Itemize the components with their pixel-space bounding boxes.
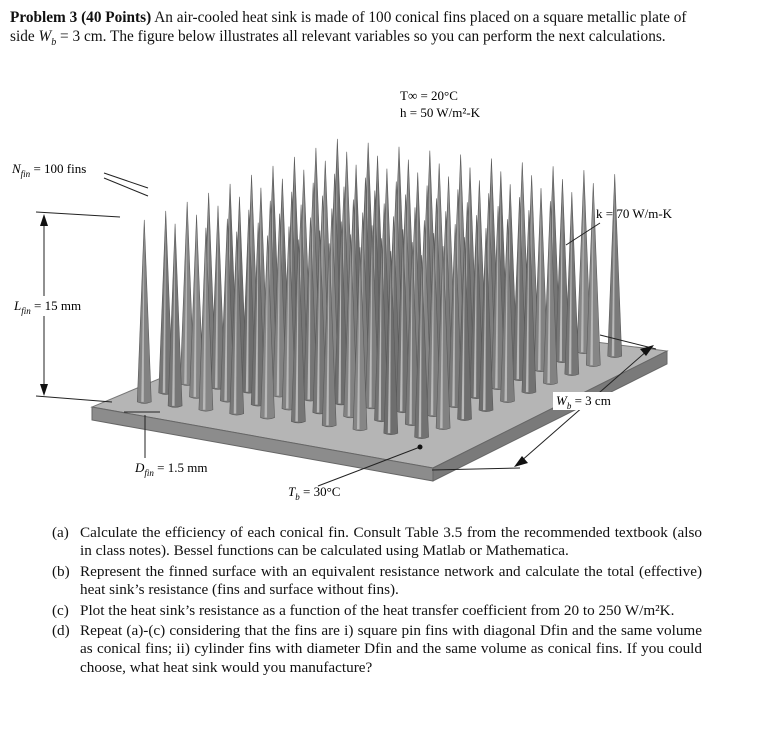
question-c — [52, 602, 702, 620]
question-b — [52, 563, 702, 600]
l-fin-ext-top — [36, 212, 120, 217]
n-fin-label — [11, 161, 86, 179]
l-fin-sub: fin — [21, 306, 31, 316]
d-fin-symbol: D — [135, 460, 145, 475]
problem-statement — [10, 8, 710, 52]
wb-fig-sub: b — [566, 401, 572, 411]
conical-fin — [168, 224, 182, 408]
n-fin-symbol: N — [12, 161, 21, 176]
conical-fin — [565, 192, 579, 376]
wb-arrow-bottom — [514, 456, 528, 467]
question-tag: (a) — [52, 524, 69, 541]
l-fin-symbol: L — [14, 298, 22, 313]
question-tag: (c) — [52, 601, 69, 619]
k-label: k = 70 W/m-K — [596, 206, 673, 221]
wb-symbol: W — [38, 28, 52, 45]
question-a — [52, 524, 702, 561]
wb-subscript: b — [51, 37, 57, 49]
tb-label — [288, 484, 340, 502]
wb-fig-value: = 3 cm — [571, 393, 611, 408]
question-list — [52, 524, 702, 679]
n-fin-sub: fin — [20, 169, 31, 179]
l-fin-arrow-bottom — [40, 384, 48, 396]
l-fin-value: = 15 mm — [30, 298, 82, 313]
l-fin-arrow-top — [40, 214, 48, 226]
conical-fin — [137, 220, 151, 404]
d-fin-label — [134, 460, 207, 478]
question-text: Represent the finned surface with an equivalent resistance network and calculate the total (effective) heat sink’s resistance (fins and surface without fins). — [80, 562, 702, 599]
tb-point — [418, 445, 423, 450]
question-tag: (d) — [52, 622, 70, 640]
heat-sink-figure — [0, 78, 762, 518]
wb-fig-symbol: W — [556, 393, 567, 408]
question-text: Plot the heat sink’s resistance as a function of the heat transfer coefficient from 20 to 250 W/m²K. — [80, 601, 675, 619]
tb-symbol: T — [288, 484, 296, 499]
tb-sub: b — [295, 492, 300, 502]
statement-text-b: = 3 cm. The figure below illustrates all relevant variables so you can perform the next calculations. — [56, 28, 666, 45]
conical-fin — [608, 174, 622, 358]
t-infinity-label: T∞ = 20°C — [400, 88, 458, 103]
question-tag: (b) — [52, 562, 70, 580]
question-text: Calculate the efficiency of each conical fin. Consult Table 3.5 from the recommended textbook (also in class notes). Bessel functions can be calculated using Matlab or Mathematica. — [80, 524, 702, 560]
question-d — [52, 622, 702, 677]
problem-title: Problem 3 (40 Points) — [10, 9, 152, 26]
tb-value: = 30°C — [299, 484, 341, 499]
l-fin-ext-bottom — [36, 396, 112, 402]
d-fin-value: = 1.5 mm — [153, 460, 208, 475]
n-fin-value: = 100 fins — [30, 161, 87, 176]
d-fin-sub: fin — [144, 468, 154, 478]
statement-text-a: An air-cooled heat sink is made of 100 conical fins placed on a square metallic plate of side — [10, 9, 687, 45]
h-label: h = 50 W/m²-K — [400, 105, 480, 120]
question-text: Repeat (a)-(c) considering that the fins are i) square pin fins with diagonal Dfin and the same volume as conical fins; ii) cylinder fins with diameter Dfin and the same volume as conical fins. If you could choose, what heat sink would you manufacture? — [80, 622, 702, 676]
